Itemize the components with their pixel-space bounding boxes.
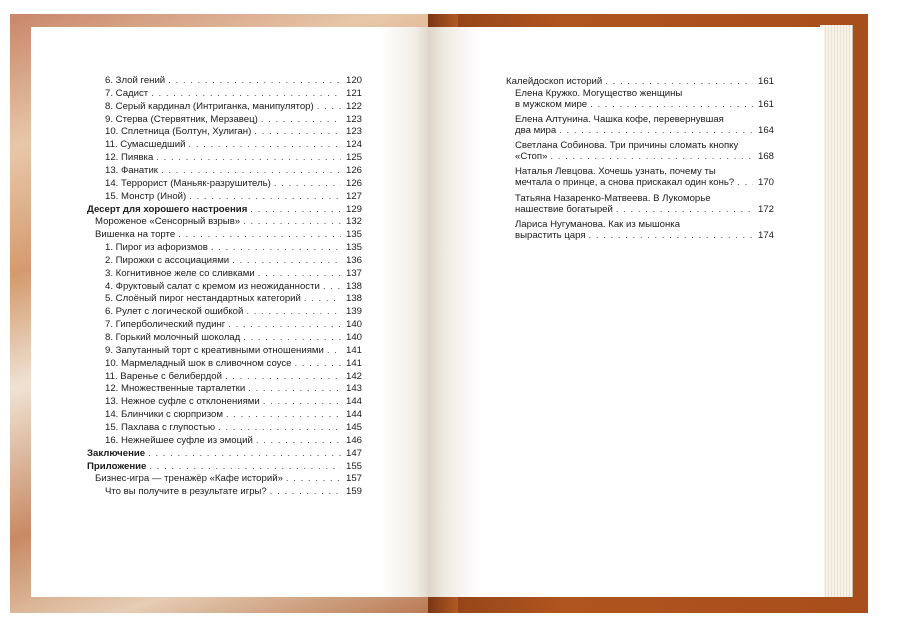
- toc-entry-page-number: 138: [345, 293, 362, 305]
- toc-entry-page-number: 144: [345, 396, 362, 408]
- toc-entry-title: 7. Садист: [105, 87, 149, 99]
- toc-entry-page-number: 170: [757, 177, 774, 188]
- toc-entry: [105, 422, 362, 433]
- dot-leader: [148, 448, 341, 459]
- toc-entry-page-number: 140: [345, 332, 362, 343]
- toc-entry-title: 10. Мармеладный шок в сливочном соусе: [105, 357, 292, 369]
- toc-entry-page-number: 120: [345, 75, 362, 86]
- toc-entry: [105, 358, 362, 369]
- toc-entry-title: вырастить царя: [515, 230, 586, 241]
- toc-entry-title: 4. Фруктовый салат с кремом из неожиданности: [105, 280, 320, 292]
- toc-entry: [105, 178, 362, 189]
- toc-entry-title: «Стоп»: [515, 151, 548, 162]
- dot-leader: [274, 178, 341, 189]
- toc-entry-title: нашествие богатырей: [515, 204, 613, 215]
- toc-entry-title: Что вы получите в результате игры?: [105, 486, 267, 498]
- toc-entry-page-number: 144: [345, 409, 362, 421]
- toc-entry-page-number: 139: [345, 306, 362, 318]
- dot-leader: [258, 268, 341, 279]
- dot-leader: [327, 345, 341, 356]
- dot-leader: [189, 191, 341, 202]
- dot-leader: [211, 242, 341, 253]
- toc-entry: [105, 75, 362, 86]
- dot-leader: [590, 99, 753, 110]
- toc-entry-page-number: 168: [757, 151, 774, 162]
- dot-leader: [737, 177, 753, 188]
- toc-entry: [105, 345, 362, 356]
- toc-entry-page-number: 164: [757, 125, 774, 136]
- toc-entry-page-number: 146: [345, 434, 362, 446]
- toc-entry-page-number: 172: [757, 204, 774, 215]
- dot-leader: [228, 319, 341, 330]
- toc-entry-title: Заключение: [87, 447, 146, 459]
- toc-entry-page-number: 135: [345, 242, 362, 254]
- dot-leader: [178, 229, 341, 240]
- toc-entry: [105, 191, 362, 202]
- toc-entry-page-number: 161: [757, 76, 774, 87]
- toc-entry-page-number: 132: [345, 216, 362, 228]
- toc-entry-page-number: 121: [345, 87, 362, 99]
- toc-entry-title: два мира: [515, 125, 557, 136]
- toc-entry-page-number: 157: [345, 473, 362, 485]
- toc-entry-title: 15. Монстр (Иной): [105, 190, 187, 202]
- toc-entry: [105, 114, 362, 125]
- toc-entry-page-number: 123: [345, 113, 362, 125]
- toc-entry-title: 11. Сумасшедший: [105, 139, 186, 151]
- toc-entry-page-number: 147: [345, 447, 362, 459]
- dot-leader: [243, 216, 341, 227]
- dot-leader: [232, 255, 341, 266]
- toc-entry-title: 16. Нежнейшее суфле из эмоций: [105, 434, 253, 446]
- toc-entry-title: Вишенка на торте: [95, 229, 176, 241]
- toc-entry-page-number: 140: [345, 319, 362, 331]
- toc-entry-page-number: 135: [345, 229, 362, 241]
- toc-entry-page-number: 142: [345, 370, 362, 382]
- toc-entry-title: 8. Серый кардинал (Интриганка, манипулятор): [105, 100, 314, 112]
- dot-leader: [256, 435, 341, 446]
- toc-entry-page-number: 126: [345, 164, 362, 176]
- toc-entry-title: 12. Множественные тарталетки: [105, 383, 246, 395]
- toc-entry: [95, 216, 362, 227]
- toc-entry: [95, 229, 362, 240]
- toc-entry-title-line1: Наталья Левцова. Хочешь узнать, почему ты: [515, 166, 716, 177]
- toc-entry-title: 10. Сплетница (Болтун, Хулиган): [105, 126, 252, 138]
- toc-entry-title: 6. Злой гений: [105, 75, 166, 86]
- dot-leader: [270, 486, 341, 497]
- dot-leader: [605, 76, 753, 87]
- dot-leader: [550, 151, 753, 162]
- toc-entry-page-number: 124: [345, 139, 362, 151]
- toc-entry-title: 5. Слоёный пирог нестандартных категорий: [105, 293, 301, 305]
- toc-entry-page-number: 155: [345, 460, 362, 472]
- toc-entry: [105, 101, 362, 112]
- toc-entry-page-number: 141: [345, 344, 362, 356]
- toc-entry-title: 9. Стерва (Стервятник, Мерзавец): [105, 113, 258, 125]
- toc-entry: [105, 152, 362, 163]
- page-edges: [820, 25, 853, 597]
- toc-entry: [105, 371, 362, 382]
- dot-leader: [168, 75, 341, 86]
- toc-entry: [105, 396, 362, 407]
- dot-leader: [156, 152, 341, 163]
- dot-leader: [218, 422, 341, 433]
- toc-entry: [105, 242, 362, 253]
- dot-leader: [286, 473, 341, 484]
- dot-leader: [616, 204, 753, 215]
- toc-entry-title-line1: Татьяна Назаренко-Матвеева. В Лукоморье: [515, 193, 711, 204]
- dot-leader: [263, 396, 341, 407]
- toc-entry-page-number: 143: [345, 383, 362, 395]
- dot-leader: [317, 101, 341, 112]
- dot-leader: [304, 293, 341, 304]
- toc-entry-title: 2. Пирожки с ассоциациями: [105, 254, 230, 266]
- toc-entry: [105, 435, 362, 446]
- toc-entry: [87, 448, 362, 459]
- toc-entry: [515, 140, 774, 162]
- toc-entry: [515, 114, 774, 136]
- toc-entry-title: 3. Когнитивное желе со сливками: [105, 267, 255, 279]
- dot-leader: [261, 114, 341, 125]
- toc-entry: [95, 473, 362, 484]
- toc-entry-title: 9. Запутанный торт с креативными отношениями: [105, 344, 324, 356]
- toc-entry: [506, 76, 774, 87]
- toc-entry-title: в мужском мире: [515, 99, 588, 110]
- toc-entry-page-number: 123: [345, 126, 362, 138]
- toc-entry-page-number: 137: [345, 267, 362, 279]
- toc-entry: [105, 383, 362, 394]
- toc-entry-title-line1: Елена Кружко. Могущество женщины: [515, 88, 683, 99]
- toc-entry: [105, 332, 362, 343]
- dot-leader: [246, 306, 341, 317]
- dot-leader: [248, 383, 341, 394]
- dot-leader: [589, 230, 753, 241]
- toc-entry: [105, 293, 362, 304]
- dot-leader: [151, 88, 341, 99]
- toc-entry-page-number: 125: [345, 152, 362, 164]
- dot-leader: [149, 461, 341, 472]
- toc-entry: [515, 88, 774, 110]
- dot-leader: [559, 125, 753, 136]
- toc-entry-title: 13. Нежное суфле с отклонениями: [105, 396, 260, 408]
- toc-entry: [105, 88, 362, 99]
- toc-entry: [515, 193, 774, 215]
- toc-entry-title: 13. Фанатик: [105, 164, 159, 176]
- toc-entry-page-number: 174: [757, 230, 774, 241]
- toc-entry-page-number: 138: [345, 280, 362, 292]
- dot-leader: [225, 371, 341, 382]
- toc-entry: [515, 166, 774, 188]
- toc-entry: [105, 486, 362, 497]
- toc-entry-title: 1. Пирог из афоризмов: [105, 242, 208, 254]
- toc-entry-page-number: 161: [757, 99, 774, 110]
- toc-entry-page-number: 136: [345, 254, 362, 266]
- toc-entry: [515, 219, 774, 241]
- dot-leader: [250, 204, 341, 215]
- toc-entry: [87, 204, 362, 215]
- toc-entry: [105, 165, 362, 176]
- left-page: [31, 27, 428, 597]
- toc-entry-title: Мороженое «Сенсорный взрыв»: [95, 216, 241, 228]
- toc-entry-title: 11. Варенье с белибердой: [105, 370, 222, 382]
- toc-entry-page-number: 127: [345, 190, 362, 202]
- toc-entry-title: мечтала о принце, а снова прискакал один конь?: [515, 177, 735, 188]
- toc-entry-title: 7. Гиперболический пудинг: [105, 319, 226, 331]
- toc-entry: [105, 139, 362, 150]
- toc-entry-title: Десерт для хорошего настроения: [87, 203, 248, 215]
- dot-leader: [323, 281, 341, 292]
- toc-entry-page-number: 129: [345, 203, 362, 215]
- toc-entry-title: 14. Террорист (Маньяк-разрушитель): [105, 177, 271, 189]
- toc-entry: [105, 409, 362, 420]
- toc-entry: [105, 126, 362, 137]
- toc-entry-title: Калейдоскоп историй: [506, 76, 603, 87]
- toc-entry-title-line1: Елена Алтунина. Чашка кофе, перевернувшая: [515, 114, 724, 125]
- toc-entry-title: Бизнес-игра — тренажёр «Кафе историй»: [95, 473, 283, 485]
- dot-leader: [226, 409, 341, 420]
- toc-entry-title: 6. Рулет с логической ошибкой: [105, 306, 244, 318]
- toc-entry-title-line1: Лариса Нугуманова. Как из мышонка: [515, 219, 681, 230]
- toc-entry: [87, 461, 362, 472]
- dot-leader: [161, 165, 341, 176]
- toc-entry-title: Приложение: [87, 460, 147, 472]
- right-page: [428, 27, 824, 597]
- toc-entry-page-number: 141: [345, 357, 362, 369]
- toc-entry-page-number: 159: [345, 486, 362, 498]
- toc-entry-page-number: 126: [345, 177, 362, 189]
- toc-entry-title-line1: Светлана Собинова. Три причины сломать кнопку: [515, 140, 739, 151]
- dot-leader: [295, 358, 341, 369]
- toc-entry-page-number: 122: [345, 100, 362, 112]
- dot-leader: [243, 332, 341, 343]
- toc-entry: [105, 319, 362, 330]
- toc-entry-title: 12. Пиявка: [105, 152, 154, 164]
- toc-entry: [105, 281, 362, 292]
- toc-entry-title: 8. Горький молочный шоколад: [105, 332, 241, 343]
- dot-leader: [254, 126, 341, 137]
- dot-leader: [188, 139, 341, 150]
- toc-entry: [105, 255, 362, 266]
- toc-entry: [105, 306, 362, 317]
- toc-entry: [105, 268, 362, 279]
- toc-entry-title: 15. Пахлава с глупостью: [105, 421, 216, 433]
- toc-entry-title: 14. Блинчики с сюрпризом: [105, 409, 223, 421]
- toc-entry-page-number: 145: [345, 421, 362, 433]
